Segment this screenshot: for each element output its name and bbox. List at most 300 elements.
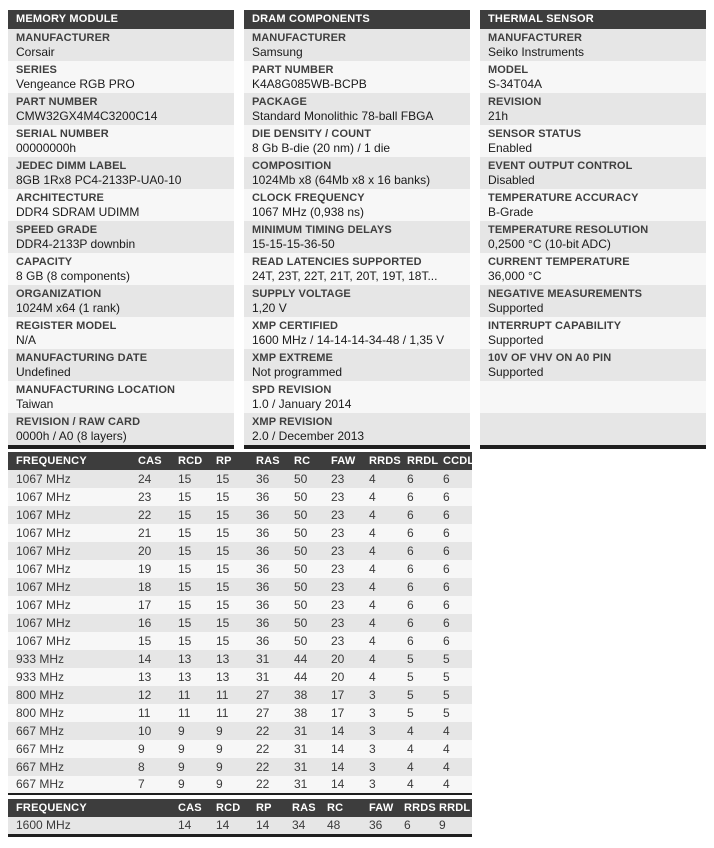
timing-value-cell: 5 (435, 686, 472, 704)
timing-value-cell: 6 (399, 506, 435, 524)
timing-frequency-cell: 1600 MHz (8, 817, 170, 835)
timing-frequency-cell: 1067 MHz (8, 578, 130, 596)
timing-value-cell: 6 (399, 614, 435, 632)
timing-value-cell: 31 (286, 776, 323, 794)
field-value-negative-measurements: Supported (488, 301, 544, 315)
field-current-temperature (480, 253, 706, 285)
timing-value-cell: 15 (208, 578, 248, 596)
timing-value-cell: 5 (399, 650, 435, 668)
timing-value-cell: 31 (286, 722, 323, 740)
column-header-rrds: RRDS (361, 452, 399, 470)
timing-value-cell: 22 (248, 776, 286, 794)
timing-value-cell: 6 (399, 578, 435, 596)
field-10v-of-vhv-on-a0-pin (480, 349, 706, 381)
timing-frequency-cell: 800 MHz (8, 704, 130, 722)
field-value-event-output-control: Disabled (488, 173, 535, 187)
timing-value-cell: 14 (170, 817, 208, 835)
timing-value-cell: 4 (361, 560, 399, 578)
column-header-faw: FAW (323, 452, 361, 470)
field-composition (244, 157, 470, 189)
timing-value-cell: 44 (286, 650, 323, 668)
timing-value-cell: 9 (130, 740, 170, 758)
field-value-manufacturing-date: Undefined (16, 365, 71, 379)
field-event-output-control (480, 157, 706, 189)
timing-value-cell: 6 (435, 578, 472, 596)
timing-value-cell: 4 (361, 614, 399, 632)
timing-value-cell: 14 (130, 650, 170, 668)
timing-value-cell: 20 (323, 668, 361, 686)
timing-value-cell: 6 (399, 524, 435, 542)
field-serial-number (8, 125, 234, 157)
timing-value-cell: 36 (248, 524, 286, 542)
column-header-rcd: RCD (170, 452, 208, 470)
timing-value-cell: 12 (130, 686, 170, 704)
field-value-manufacturing-location: Taiwan (16, 397, 54, 411)
timing-value-cell: 3 (361, 758, 399, 776)
field-value-xmp-extreme: Not programmed (252, 365, 343, 379)
timing-row (8, 614, 472, 632)
column-header-cas: CAS (130, 452, 170, 470)
timing-value-cell: 4 (361, 578, 399, 596)
timing-value-cell: 5 (399, 668, 435, 686)
column-header-frequency: FREQUENCY (8, 452, 130, 470)
field-value-composition: 1024Mb x8 (64Mb x8 x 16 banks) (252, 173, 431, 187)
timing-row (8, 704, 472, 722)
field-value-serial-number: 00000000h (16, 141, 77, 155)
panel-title-dram-components: DRAM COMPONENTS (244, 10, 470, 29)
timing-value-cell: 9 (170, 758, 208, 776)
timing-value-cell: 4 (361, 506, 399, 524)
timing-value-cell: 17 (323, 704, 361, 722)
timing-value-cell: 31 (286, 758, 323, 776)
timing-value-cell: 4 (361, 542, 399, 560)
column-header-rp: RP (248, 799, 284, 817)
field-read-latencies-supported (244, 253, 470, 285)
timing-value-cell: 4 (435, 722, 472, 740)
field-label-composition: COMPOSITION (252, 160, 332, 172)
timing-value-cell: 15 (208, 596, 248, 614)
field-die-density-count (244, 125, 470, 157)
timing-value-cell: 3 (361, 722, 399, 740)
timing-value-cell: 9 (208, 776, 248, 794)
field-value-temperature-resolution: 0,2500 °C (10-bit ADC) (488, 237, 611, 251)
panel-bottom-bar (480, 445, 706, 449)
timing-value-cell: 19 (130, 560, 170, 578)
field-label-revision: REVISION (488, 96, 542, 108)
timing-value-cell: 15 (170, 632, 208, 650)
timing-frequency-cell: 1067 MHz (8, 488, 130, 506)
timing-value-cell: 22 (248, 758, 286, 776)
timing-value-cell: 15 (208, 614, 248, 632)
field-series (8, 61, 234, 93)
field-value-architecture: DDR4 SDRAM UDIMM (16, 205, 140, 219)
timing-value-cell: 50 (286, 542, 323, 560)
panel-memory-module (8, 10, 234, 449)
field-manufacturer (480, 29, 706, 61)
field-value-10v-of-vhv-on-a0-pin: Supported (488, 365, 544, 379)
timing-row (8, 488, 472, 506)
field-value-current-temperature: 36,000 °C (488, 269, 542, 283)
timing-header-row (8, 799, 472, 817)
timing-value-cell: 18 (130, 578, 170, 596)
field-value-die-density-count: 8 Gb B-die (20 nm) / 1 die (252, 141, 391, 155)
timing-value-cell: 15 (170, 488, 208, 506)
timing-value-cell: 50 (286, 578, 323, 596)
field-value-part-number: K4A8G085WB-BCPB (252, 77, 367, 91)
timing-value-cell: 31 (248, 668, 286, 686)
field-label-series: SERIES (16, 64, 57, 76)
column-header-rp: RP (208, 452, 248, 470)
timing-value-cell: 15 (170, 506, 208, 524)
timing-value-cell: 36 (248, 560, 286, 578)
timing-row (8, 758, 472, 776)
field-value-spd-revision: 1.0 / January 2014 (252, 397, 352, 411)
timing-value-cell: 15 (208, 470, 248, 488)
timing-value-cell: 14 (323, 758, 361, 776)
timing-value-cell: 38 (286, 704, 323, 722)
timing-frequency-cell: 800 MHz (8, 686, 130, 704)
timing-value-cell: 38 (286, 686, 323, 704)
field-label-manufacturing-location: MANUFACTURING LOCATION (16, 384, 176, 396)
column-header-rrds: RRDS (396, 799, 431, 817)
timing-value-cell: 23 (323, 560, 361, 578)
timing-value-cell: 31 (286, 740, 323, 758)
timing-value-cell: 27 (248, 686, 286, 704)
timing-row (8, 542, 472, 560)
timing-value-cell: 22 (248, 740, 286, 758)
timing-frequency-cell: 1067 MHz (8, 524, 130, 542)
timing-value-cell: 6 (435, 470, 472, 488)
field-value-read-latencies-supported: 24T, 23T, 22T, 21T, 20T, 19T, 18T... (252, 269, 438, 283)
field-value-minimum-timing-delays: 15-15-15-36-50 (252, 237, 335, 251)
field-jedec-dimm-label (8, 157, 234, 189)
timing-value-cell: 15 (170, 542, 208, 560)
column-header-rc: RC (319, 799, 361, 817)
field-value-clock-frequency: 1067 MHz (0,938 ns) (252, 205, 365, 219)
timing-value-cell: 6 (399, 488, 435, 506)
panel-title-memory-module: MEMORY MODULE (8, 10, 234, 29)
timing-value-cell: 34 (284, 817, 319, 835)
timing-frequency-cell: 1067 MHz (8, 614, 130, 632)
timing-value-cell: 14 (248, 817, 284, 835)
column-header-rrdl: RRDL (399, 452, 435, 470)
field-label-model: MODEL (488, 64, 529, 76)
field-value-model: S-34T04A (488, 77, 543, 91)
timing-value-cell: 11 (170, 704, 208, 722)
timing-value-cell: 6 (396, 817, 431, 835)
field-model (480, 61, 706, 93)
timing-frequency-cell: 667 MHz (8, 758, 130, 776)
timing-value-cell: 48 (319, 817, 361, 835)
field-label-current-temperature: CURRENT TEMPERATURE (488, 256, 630, 268)
field-value-speed-grade: DDR4-2133P downbin (16, 237, 136, 251)
field-temperature-accuracy (480, 189, 706, 221)
field-negative-measurements (480, 285, 706, 317)
timing-value-cell: 23 (323, 596, 361, 614)
timing-value-cell: 23 (323, 614, 361, 632)
timing-value-cell: 14 (208, 817, 248, 835)
timing-value-cell: 6 (435, 506, 472, 524)
timing-value-cell: 10 (130, 722, 170, 740)
field-label-package: PACKAGE (252, 96, 307, 108)
field-manufacturer (8, 29, 234, 61)
field-organization (8, 285, 234, 317)
jedec-table (8, 452, 475, 795)
timing-value-cell: 17 (130, 596, 170, 614)
timing-value-cell: 14 (323, 722, 361, 740)
timing-value-cell: 50 (286, 596, 323, 614)
field-label-manufacturer: MANUFACTURER (252, 32, 347, 44)
field-label-architecture: ARCHITECTURE (16, 192, 104, 204)
field-label-capacity: CAPACITY (16, 256, 73, 268)
timing-value-cell: 15 (208, 524, 248, 542)
column-header-frequency: FREQUENCY (8, 799, 170, 817)
timing-header-row (8, 452, 472, 470)
timing-row (8, 470, 472, 488)
timing-value-cell: 6 (435, 596, 472, 614)
field-label-jedec-dimm-label: JEDEC DIMM LABEL (16, 160, 127, 172)
field-value-package: Standard Monolithic 78-ball FBGA (252, 109, 434, 123)
timing-value-cell: 6 (399, 560, 435, 578)
timing-value-cell: 4 (399, 758, 435, 776)
timing-value-cell: 4 (435, 776, 472, 794)
timing-value-cell: 15 (170, 470, 208, 488)
timing-value-cell: 15 (208, 632, 248, 650)
timing-value-cell: 23 (323, 488, 361, 506)
field-capacity (8, 253, 234, 285)
field-architecture (8, 189, 234, 221)
timing-value-cell: 23 (323, 632, 361, 650)
timing-value-cell: 9 (170, 722, 208, 740)
field-value-revision-raw-card: 0000h / A0 (8 layers) (16, 429, 127, 443)
timing-value-cell: 11 (208, 686, 248, 704)
timing-value-cell: 4 (435, 740, 472, 758)
field-label-negative-measurements: NEGATIVE MEASUREMENTS (488, 288, 643, 300)
column-header-ccdl: CCDL (435, 452, 472, 470)
timing-frequency-cell: 1067 MHz (8, 542, 130, 560)
timing-value-cell: 15 (170, 578, 208, 596)
field-label-serial-number: SERIAL NUMBER (16, 128, 109, 140)
field-label-xmp-revision: XMP REVISION (252, 416, 333, 428)
timing-value-cell: 9 (208, 758, 248, 776)
field-value-xmp-certified: 1600 MHz / 14-14-14-34-48 / 1,35 V (252, 333, 445, 347)
field-xmp-certified (244, 317, 470, 349)
field-speed-grade (8, 221, 234, 253)
timing-value-cell: 9 (208, 740, 248, 758)
timing-value-cell: 23 (323, 578, 361, 596)
field-spd-revision (244, 381, 470, 413)
field-value-revision: 21h (488, 109, 509, 123)
timing-value-cell: 3 (361, 686, 399, 704)
field-label-sensor-status: SENSOR STATUS (488, 128, 582, 140)
field-label-clock-frequency: CLOCK FREQUENCY (252, 192, 365, 204)
timing-value-cell: 22 (248, 722, 286, 740)
timing-value-cell: 15 (208, 488, 248, 506)
timing-value-cell: 23 (323, 506, 361, 524)
timing-value-cell: 20 (130, 542, 170, 560)
timing-value-cell: 4 (361, 524, 399, 542)
jedec-timings-section (8, 452, 706, 795)
timing-value-cell: 15 (170, 560, 208, 578)
field-value-manufacturer: Seiko Instruments (488, 45, 585, 59)
field-value-temperature-accuracy: B-Grade (488, 205, 534, 219)
field-label-minimum-timing-delays: MINIMUM TIMING DELAYS (252, 224, 392, 236)
timing-frequency-cell: 933 MHz (8, 650, 130, 668)
timing-value-cell: 4 (361, 596, 399, 614)
field-manufacturing-date (8, 349, 234, 381)
field-value-register-model: N/A (16, 333, 37, 347)
timing-value-cell: 9 (170, 740, 208, 758)
timing-value-cell: 5 (435, 650, 472, 668)
timing-value-cell: 36 (248, 542, 286, 560)
timing-value-cell: 5 (399, 704, 435, 722)
timing-row (8, 722, 472, 740)
field-value-organization: 1024M x64 (1 rank) (16, 301, 121, 315)
panel-thermal-sensor (480, 10, 706, 449)
timing-value-cell: 50 (286, 614, 323, 632)
column-header-rc: RC (286, 452, 323, 470)
timing-value-cell: 27 (248, 704, 286, 722)
timing-row (8, 650, 472, 668)
timing-value-cell: 50 (286, 560, 323, 578)
timing-value-cell: 6 (435, 542, 472, 560)
field-label-supply-voltage: SUPPLY VOLTAGE (252, 288, 351, 300)
timing-value-cell: 4 (399, 740, 435, 758)
timing-value-cell: 36 (248, 614, 286, 632)
timing-value-cell: 50 (286, 470, 323, 488)
field-label-xmp-certified: XMP CERTIFIED (252, 320, 339, 332)
field-manufacturing-location (8, 381, 234, 413)
timing-value-cell: 14 (323, 776, 361, 794)
timing-value-cell: 5 (435, 668, 472, 686)
field-temperature-resolution (480, 221, 706, 253)
timing-value-cell: 23 (130, 488, 170, 506)
timing-value-cell: 7 (130, 776, 170, 794)
timing-value-cell: 4 (361, 470, 399, 488)
timing-row (8, 596, 472, 614)
field-filler (480, 381, 706, 413)
timing-value-cell: 16 (130, 614, 170, 632)
timing-value-cell: 36 (248, 632, 286, 650)
info-panels (8, 10, 706, 449)
field-part-number (8, 93, 234, 125)
panel-bottom-bar (8, 445, 234, 449)
timing-value-cell: 15 (170, 596, 208, 614)
field-value-supply-voltage: 1,20 V (252, 301, 287, 315)
field-label-manufacturer: MANUFACTURER (488, 32, 583, 44)
field-value-manufacturer: Samsung (252, 45, 303, 59)
timing-value-cell: 3 (361, 704, 399, 722)
timing-value-cell: 15 (208, 542, 248, 560)
timing-value-cell: 13 (170, 650, 208, 668)
timing-value-cell: 6 (435, 488, 472, 506)
timing-value-cell: 22 (130, 506, 170, 524)
timing-row (8, 686, 472, 704)
field-label-xmp-extreme: XMP EXTREME (252, 352, 333, 364)
timing-value-cell: 13 (130, 668, 170, 686)
timing-value-cell: 9 (431, 817, 472, 835)
field-value-series: Vengeance RGB PRO (16, 77, 135, 91)
timing-value-cell: 4 (361, 650, 399, 668)
field-value-capacity: 8 GB (8 components) (16, 269, 131, 283)
timing-value-cell: 50 (286, 524, 323, 542)
field-register-model (8, 317, 234, 349)
timing-value-cell: 36 (248, 488, 286, 506)
timing-frequency-cell: 1067 MHz (8, 470, 130, 488)
field-label-manufacturer: MANUFACTURER (16, 32, 111, 44)
panel-bottom-bar (244, 445, 470, 449)
timing-value-cell: 23 (323, 542, 361, 560)
timing-value-cell: 23 (323, 470, 361, 488)
field-value-interrupt-capability: Supported (488, 333, 544, 347)
field-minimum-timing-delays (244, 221, 470, 253)
timing-value-cell: 17 (323, 686, 361, 704)
timing-value-cell: 3 (361, 740, 399, 758)
column-header-faw: FAW (361, 799, 396, 817)
timing-frequency-cell: 667 MHz (8, 740, 130, 758)
timing-value-cell: 5 (435, 704, 472, 722)
timing-value-cell: 50 (286, 506, 323, 524)
timing-value-cell: 50 (286, 488, 323, 506)
timing-value-cell: 13 (170, 668, 208, 686)
field-supply-voltage (244, 285, 470, 317)
timing-frequency-cell: 1067 MHz (8, 632, 130, 650)
timing-value-cell: 4 (435, 758, 472, 776)
field-clock-frequency (244, 189, 470, 221)
timing-value-cell: 36 (248, 578, 286, 596)
timing-row (8, 740, 472, 758)
field-filler (480, 413, 706, 445)
timing-value-cell: 23 (323, 524, 361, 542)
timing-value-cell: 6 (435, 524, 472, 542)
timing-value-cell: 6 (399, 542, 435, 560)
timing-value-cell: 13 (208, 668, 248, 686)
field-value-part-number: CMW32GX4M4C3200C14 (16, 109, 158, 123)
timing-value-cell: 6 (399, 632, 435, 650)
timing-row (8, 506, 472, 524)
field-xmp-extreme (244, 349, 470, 381)
timing-value-cell: 15 (208, 560, 248, 578)
timing-value-cell: 11 (170, 686, 208, 704)
timing-value-cell: 6 (399, 470, 435, 488)
column-header-rcd: RCD (208, 799, 248, 817)
field-label-event-output-control: EVENT OUTPUT CONTROL (488, 160, 633, 172)
field-label-part-number: PART NUMBER (16, 96, 98, 108)
timing-frequency-cell: 667 MHz (8, 776, 130, 794)
timing-value-cell: 11 (208, 704, 248, 722)
timing-value-cell: 36 (248, 506, 286, 524)
field-part-number (244, 61, 470, 93)
field-label-temperature-resolution: TEMPERATURE RESOLUTION (488, 224, 649, 236)
field-value-xmp-revision: 2.0 / December 2013 (252, 429, 365, 443)
field-value-jedec-dimm-label: 8GB 1Rx8 PC4-2133P-UA0-10 (16, 173, 182, 187)
timing-value-cell: 44 (286, 668, 323, 686)
timing-value-cell: 20 (323, 650, 361, 668)
timing-value-cell: 11 (130, 704, 170, 722)
timing-row (8, 578, 472, 596)
timing-value-cell: 50 (286, 632, 323, 650)
panel-title-thermal-sensor: THERMAL SENSOR (480, 10, 706, 29)
field-label-spd-revision: SPD REVISION (252, 384, 332, 396)
timing-value-cell: 6 (399, 596, 435, 614)
column-header-ras: RAS (284, 799, 319, 817)
panel-dram-components (244, 10, 470, 449)
timing-value-cell: 31 (248, 650, 286, 668)
timing-value-cell: 9 (208, 722, 248, 740)
xmp-table (8, 799, 472, 837)
timing-value-cell: 5 (399, 686, 435, 704)
timing-value-cell: 4 (361, 668, 399, 686)
